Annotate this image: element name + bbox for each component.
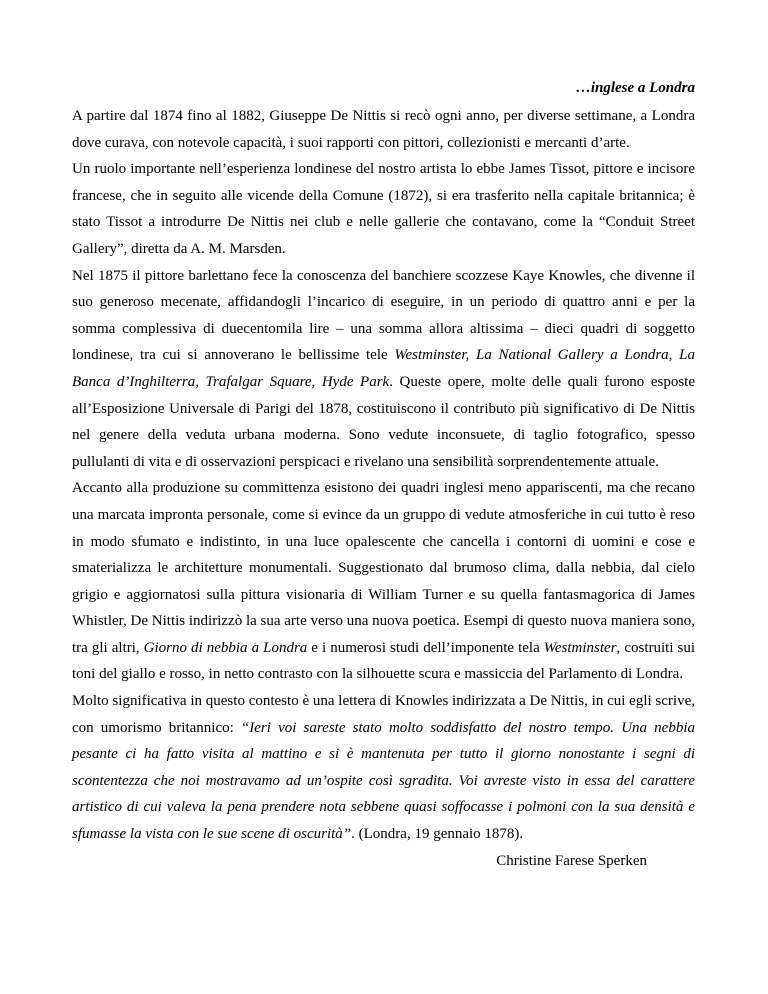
document-page bbox=[72, 78, 695, 874]
paragraph-1: A partire dal 1874 fino al 1882, Giuseppe De Nittis si recò ogni anno, per diverse settimane, a Londra dove curava, con notevole capacità, i suoi rapporti con pittori, collezionisti e mercanti d’arte. bbox=[72, 108, 695, 151]
paragraph-5 bbox=[72, 688, 695, 848]
paragraph-4-text-c: e i numerosi studi dell’imponente tela bbox=[307, 639, 544, 656]
paragraph-3-text-c: . Queste opere, molte delle quali furono esposte all’Esposizione Universale di Parigi del 1878, costituiscono il contributo più significativo di De Nittis nel genere della veduta urbana moderna. Sono vedute inconsuete, di taglio fotografico, spesso pullulanti di vita e di osservazioni perspicaci e rivelano una sensibilità sorprendentemente attuale. bbox=[72, 373, 695, 470]
paragraph-3-artwork-titles: Westminster, La National Gallery a Londra, La Banca d’Inghilterra, Trafalgar Square, Hyde Park bbox=[72, 347, 695, 390]
running-header: …inglese a Londra bbox=[575, 80, 695, 96]
paragraph-3-text-a: Nel 1875 il pittore barlettano fece la conoscenza del banchiere scozzese Kaye Knowles, che divenne il suo generoso mecenate, affidandogli l’incarico di eseguire, in un periodo di quattro anni e per la somma complessiva di duecentomila lire – una somma allora altissima – dieci quadri di soggetto londinese, tra cui si annoverano le bellissime tele bbox=[72, 267, 695, 364]
paragraph-4-text-e: , costruiti sui toni del giallo e rosso, in netto contrasto con la silhouette scura e massiccia del Parlamento di Londra. bbox=[72, 639, 696, 683]
paragraph-4-text-a: Accanto alla produzione su committenza esistono dei quadri inglesi meno appariscenti, ma che recano una marcata impronta personale, come si evince da un gruppo di vedute atmosferiche in cui tutto è reso in modo sfumato e indistinto, in una luce opalescente che cancella i contorni di uomini e cose e smaterializza le architetture monumentali. Suggestionato dal brumoso clima, dalla nebbia, dal cielo grigio e aggiornatosi sulla pittura visionaria di William Turner e su quella fantasmagorica di James Whistler, De Nittis indirizzò la sua arte verso una nuova poetica. Esempi di questo nuova maniera sono, tra gli altri, bbox=[72, 480, 695, 656]
author-signature: Christine Farese Sperken bbox=[496, 852, 647, 869]
paragraph-4 bbox=[72, 475, 695, 688]
paragraph-3 bbox=[72, 263, 695, 476]
paragraph-2: Un ruolo importante nell’esperienza londinese del nostro artista lo ebbe James Tissot, pittore e incisore francese, che in seguito alle vicende della Comune (1872), si era trasferito nella capitale britannica; è stato Tissot a introdurre De Nittis nei club e nelle gallerie che contavano, come la “Conduit Street Gallery”, diretta da A. M. Marsden. bbox=[72, 161, 695, 257]
paragraph-4-artwork-title-1: Giorno di nebbia a Londra bbox=[143, 639, 308, 656]
paragraph-5-text-c: . (Londra, 19 gennaio 1878). bbox=[351, 826, 524, 843]
paragraph-5-letter-quote: “Ieri voi sareste stato molto soddisfatto del nostro tempo. Una nebbia pesante ci ha fatto visita al mattino e si è mantenuta per tutto il giorno nonostante i segni di scontentezza che noi mostravamo ad un’ospite così sgradita. Voi avreste visto in essa del carattere artistico di cui valeva la pena prendere nota sebbene quasi soffocasse i polmoni con la sua densità e sfumasse la vista con le sue scene di oscurità” bbox=[72, 719, 696, 843]
paragraph-4-artwork-title-2: Westminster bbox=[543, 639, 617, 656]
paragraph-5-text-a: Molto significativa in questo contesto è una lettera di Knowles indirizzata a De Nittis, in cui egli scrive, con umorismo britannico: bbox=[72, 693, 695, 736]
